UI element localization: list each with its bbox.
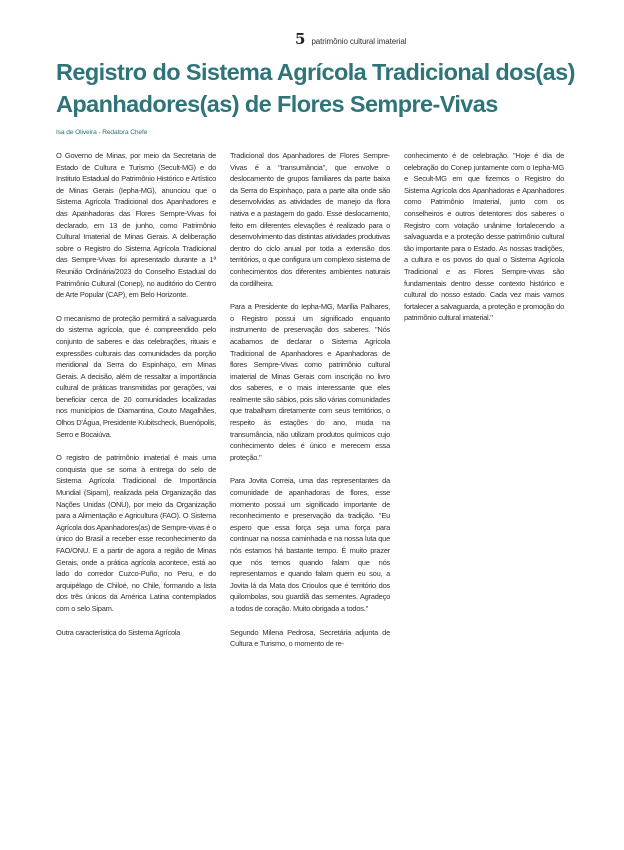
- paragraph: Outra característica do Sistema Agrícola: [56, 627, 181, 637]
- article-byline: Isa de Oliveira - Redatora Chefe: [56, 129, 148, 136]
- page-number: 5: [295, 30, 306, 48]
- paragraph: conhecimento é de celebração. "Hoje é dia de celebração do Conep juntamente com o Iepha-MG e Secult-MG em que fizemos o Registro do Sistema Agrícola dos Apanhadoras e Apanhadores como Patrimônio Imaterial, junto com os conselheiros e outros detentores dos saberes o Registro com votação unânime fortalecendo a salvaguarda e a proteção desse patrimônio cultural tão importante para o Estado. As nossas tradições, a cultura e os povos do qual o Sistema Agrícola Tradicional e as Flores Sempre-vivas são fundamentais dentro desse contexto histórico e cultural do nosso estado. Cada vez mais vamos fortalecer a salvaguarda, a proteção e promoção do patrimônio cultural imaterial.": [404, 151, 564, 323]
- section-name: patrimônio cultural imaterial: [311, 37, 407, 46]
- article-title: Registro do Sistema Agrícola Tradicional dos(as) Apanhadores(as) de Flores Sempre-Vivas: [56, 59, 575, 117]
- text-column-2: [230, 150, 390, 662]
- paragraph: Tradicional dos Apanhadores de Flores Sempre-Vivas é a "transumância", que envolve o deslocamento de grupos familiares da parte baixa da Serra do Espinhaço, para a parte alta onde são desenvolvidas as atividades de manejo da flora nativa e a pastagem do gado. Esse deslocamento, feito em diferentes elevações é realizado para o desenvolvimento das distintas atividades produtivas dentro do ciclo anual por toda a extensão dos territórios, o que configura um complexo sistema de conhecimentos dos diferentes ambientes naturais da cordilheira.: [230, 151, 390, 288]
- paragraph: Para a Presidente do Iepha-MG, Marília Palhares, o Registro possui um significado enquanto instrumento de preservação dos saberes. "Nós acabamos de declarar o Sistema Agrícola Tradicional de Apanhadores e Apanhadoras de flores Sempre-Vivas como patrimônio cultural imaterial de Minas Gerais com inscrição no livro dos saberes, e o mais interessante que eles realmente são sábios, pois são várias comunidades que trabalham diretamente com seus territórios, o respeito às estações do ano, muda na transumância, não utilizam produtos químicos cujo conhecimento deles é único e merecem essa proteção.": [230, 302, 390, 462]
- paragraph: O mecanismo de proteção permitirá a salvaguarda do sistema agrícola, que é compreendido pelo conjunto de saberes e das celebrações, rituais e expressões culturais das comunidades da porção meridional da Serra do Espinhaço, em Minas Gerais. A decisão, além de ressaltar a importância cultural de práticas transmitidas por gerações, vai beneficiar cerca de 20 comunidades localizadas nos municípios de Diamantina, Couto Magalhães, Olhos D'Água, Presidente Kubitscheck, Buenópolis, Serro e Bocaiúva.: [56, 313, 216, 439]
- text-column-3: [404, 150, 564, 336]
- text-column-1: [56, 150, 216, 650]
- paragraph: O registro de patrimônio imaterial é mais uma conquista que se soma à entrega do selo de Sistema Agrícola Tradicional de Importância Mundial (Sipam), realizada pela Organização das Nações Unidas (ONU), por meio da Organização para a Alimentação e Agricultura (FAO). O Sistema Agrícola dos Apanhadores(as) de Sempre-vivas é o único do Brasil a receber esse reconhecimento da FAO/ONU. E a partir de agora a região de Minas Gerais, onde a prática agrícola acontece, está ao lado do corredor Cuzco-Puño, no Peru, e do arquipélago de Chiloé, no Chile, formando a lista dos três únicos da América Latina contemplados com o selo Sipam.: [56, 453, 216, 613]
- page-header: [295, 30, 406, 48]
- paragraph: Para Jovita Correia, uma das representantes da comunidade de apanhadoras de flores, esse momento possui um significado importante de reconhecimento e preservação da tradição. "Eu espero que essa força seja uma força para continuar na nossa caminhada e na nossa luta que nós estamos há bastante tempo. É muito prazer que nós temos quando falam que nós representamos e quando falam quem eu sou, a Jovita lá da Mata dos Crioulos que é território dos quilombolas, sou guardiã das sementes. Agradeço a todos de coração. Muito obrigada a todos.": [230, 476, 390, 613]
- paragraph: O Governo de Minas, por meio da Secretaria de Estado de Cultura e Turismo (Secult-MG) e do Instituto Estadual do Patrimônio Histórico e Artístico de Minas Gerais (Iepha-MG), anunciou que o Sistema Agrícola Tradicional dos Apanhadores e das Apanhadoras das Flores Sempre-Vivas foi declarado, em 13 de junho, como Patrimônio Cultural Imaterial de Minas Gerais. A deliberação sobre o Registro do Sistema Agrícola Tradicional das Sempre-Vivas foi apresentado durante a 1ª Reunião Ordinária/2023 do Conselho Estadual do Patrimônio Cultural (Conep), no auditório do Centro de Arte Popular (CAP), em Belo Horizonte.: [56, 151, 216, 300]
- paragraph: Segundo Milena Pedrosa, Secretária adjunta de Cultura e Turismo, o momento de re-: [230, 627, 390, 649]
